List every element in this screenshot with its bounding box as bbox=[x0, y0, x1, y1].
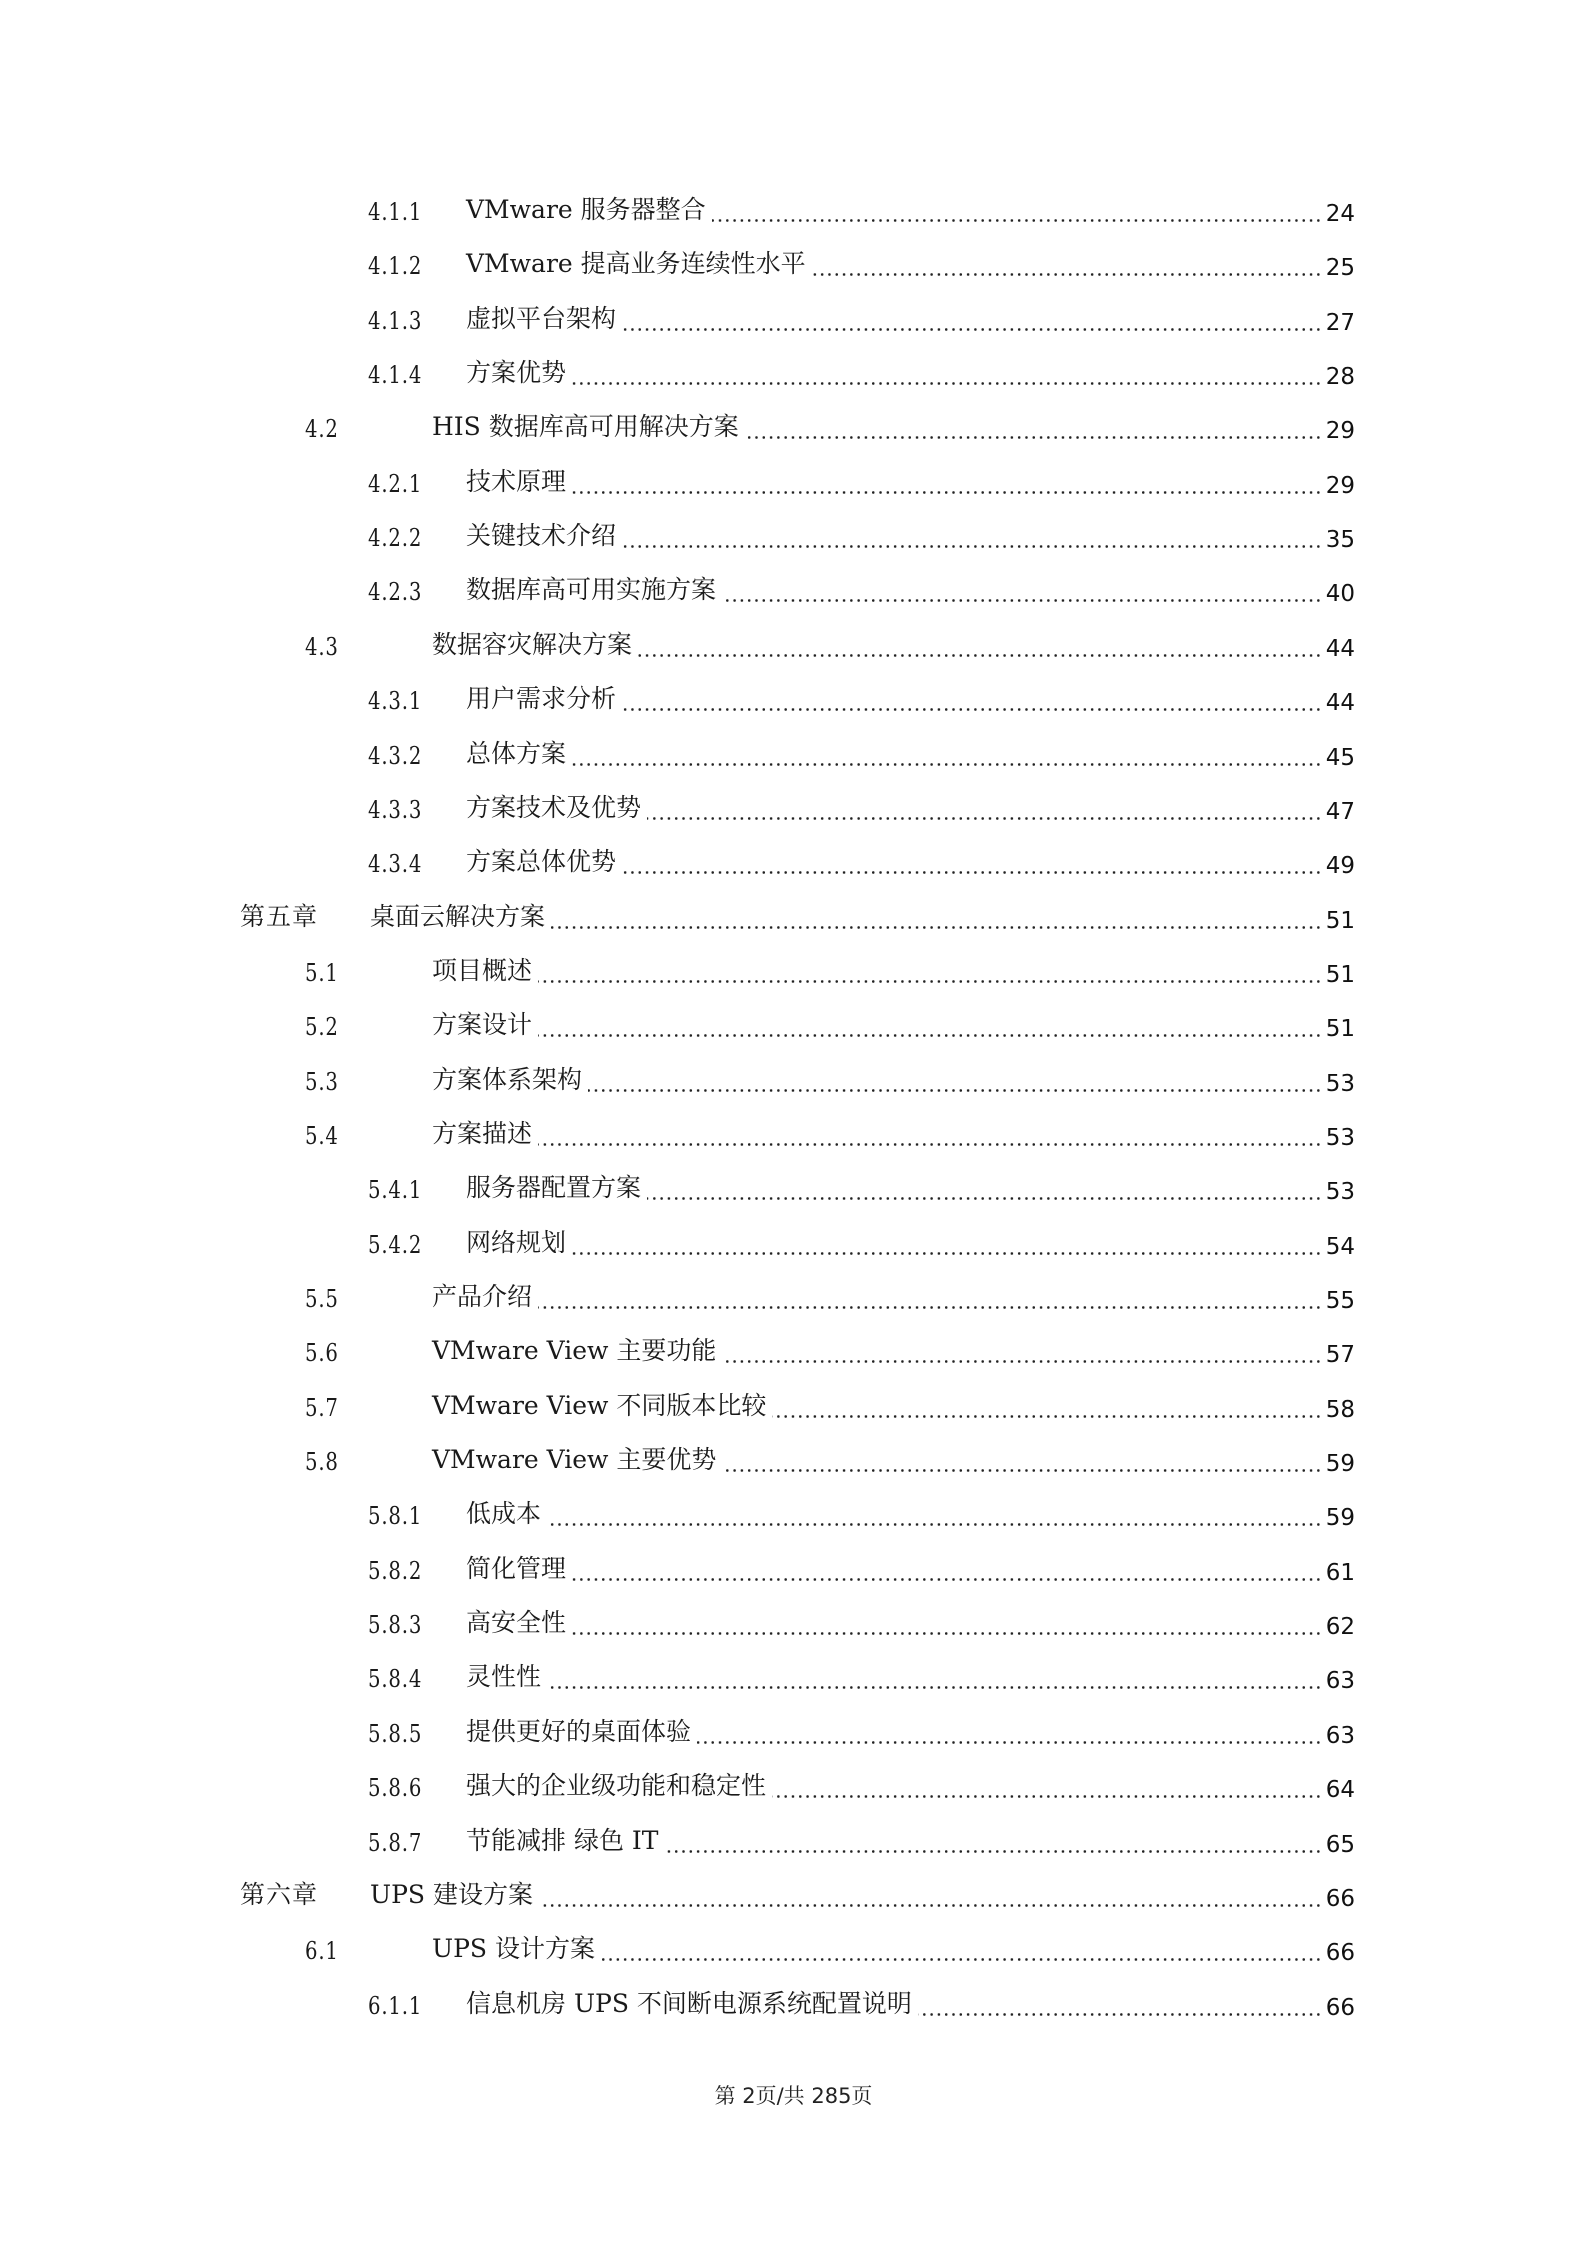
toc-entry-title bbox=[466, 1168, 643, 1204]
toc-entry-number: 4.1.4 bbox=[368, 361, 423, 390]
toc-entry[interactable] bbox=[0, 301, 1587, 341]
toc-entry-page-number: 61 bbox=[1325, 1559, 1355, 1586]
dot-leader bbox=[547, 1523, 1322, 1526]
toc-entry-number: 5.1 bbox=[305, 958, 339, 987]
toc-entry-title-text: 虚拟平台架构 bbox=[466, 299, 618, 335]
toc-entry-page-number: 54 bbox=[1325, 1233, 1355, 1260]
dot-leader bbox=[572, 491, 1322, 494]
toc-entry[interactable] bbox=[0, 409, 1587, 449]
toc-entry-page-number: 51 bbox=[1325, 907, 1355, 934]
toc-entry-title-text: UPS 设计方案 bbox=[432, 1929, 597, 1965]
toc-entry-title-text: VMware View 主要优势 bbox=[432, 1440, 718, 1476]
toc-entry-title-text: 桌面云解决方案 bbox=[370, 897, 547, 933]
dot-leader bbox=[812, 273, 1322, 276]
toc-entry[interactable] bbox=[0, 1007, 1587, 1047]
toc-entry-title bbox=[466, 190, 708, 226]
toc-entry-title-text: 强大的企业级功能和稳定性 bbox=[466, 1766, 768, 1802]
dot-leader bbox=[772, 1415, 1322, 1418]
toc-entry-number: 4.2.3 bbox=[368, 578, 423, 607]
toc-entry-title bbox=[466, 1821, 660, 1857]
dot-leader bbox=[601, 1958, 1322, 1961]
toc-entry-number: 6.1 bbox=[305, 1937, 339, 1966]
toc-entry[interactable] bbox=[0, 1768, 1587, 1808]
toc-entry[interactable] bbox=[0, 1714, 1587, 1754]
toc-entry[interactable] bbox=[0, 246, 1587, 286]
toc-entry-number: 5.2 bbox=[305, 1013, 339, 1042]
toc-entry-title-text: 项目概述 bbox=[432, 951, 534, 987]
dot-leader bbox=[722, 1469, 1322, 1472]
toc-entry-number: 4.3.1 bbox=[368, 687, 423, 716]
toc-entry[interactable] bbox=[0, 681, 1587, 721]
toc-entry[interactable] bbox=[0, 953, 1587, 993]
toc-entry-title-text: 数据库高可用实施方案 bbox=[466, 570, 718, 606]
toc-entry-title-text: 总体方案 bbox=[466, 734, 568, 770]
toc-entry-title-text: VMware View 主要功能 bbox=[432, 1331, 718, 1367]
toc-entry-page-number: 49 bbox=[1325, 853, 1355, 880]
toc-entry-title-text: 提供更好的桌面体验 bbox=[466, 1712, 693, 1748]
toc-entry-title bbox=[466, 1712, 693, 1748]
toc-entry-title bbox=[466, 1603, 568, 1639]
toc-entry-page-number: 47 bbox=[1325, 798, 1355, 825]
dot-leader bbox=[622, 871, 1322, 874]
toc-entry[interactable] bbox=[0, 518, 1587, 558]
toc-entry-title bbox=[466, 1223, 568, 1259]
toc-entry-number: 4.2.1 bbox=[368, 469, 423, 498]
toc-entry-number: 第五章 bbox=[240, 901, 319, 931]
toc-entry-number: 5.8 bbox=[305, 1448, 339, 1477]
toc-entry-title bbox=[466, 842, 618, 878]
toc-entry-number: 5.8.2 bbox=[368, 1556, 423, 1585]
toc-entry-number: 4.1.1 bbox=[368, 198, 423, 226]
toc-entry-page-number: 29 bbox=[1325, 472, 1355, 499]
toc-entry-number: 第六章 bbox=[240, 1879, 319, 1909]
toc-entry-page-number: 28 bbox=[1325, 364, 1355, 391]
dot-leader bbox=[538, 980, 1322, 983]
toc-entry[interactable] bbox=[0, 1116, 1587, 1156]
toc-entry-title bbox=[466, 1494, 543, 1530]
toc-entry[interactable] bbox=[0, 1605, 1587, 1645]
toc-entry-number: 5.8.1 bbox=[368, 1502, 423, 1531]
dot-leader bbox=[622, 545, 1322, 548]
toc-entry[interactable] bbox=[0, 844, 1587, 884]
toc-entry-title bbox=[466, 462, 568, 498]
dot-leader bbox=[539, 1904, 1322, 1907]
toc-entry-page-number: 59 bbox=[1325, 1451, 1355, 1478]
toc-entry[interactable] bbox=[0, 1388, 1587, 1428]
toc-entry-number: 5.4.2 bbox=[368, 1230, 423, 1259]
toc-entry-title bbox=[466, 516, 618, 552]
toc-entry-page-number: 53 bbox=[1325, 1179, 1355, 1206]
toc-entry-title bbox=[432, 1060, 584, 1096]
toc-entry-page-number: 45 bbox=[1325, 744, 1355, 771]
toc-entry-number: 5.7 bbox=[305, 1393, 339, 1422]
toc-entry[interactable] bbox=[0, 355, 1587, 395]
toc-entry-title-text: 灵性性 bbox=[466, 1657, 543, 1693]
toc-entry[interactable] bbox=[0, 1659, 1587, 1699]
toc-entry[interactable] bbox=[0, 1062, 1587, 1102]
toc-entry-page-number: 59 bbox=[1325, 1505, 1355, 1532]
toc-entry-page-number: 63 bbox=[1325, 1722, 1355, 1749]
toc-entry-number: 5.4 bbox=[305, 1121, 339, 1150]
toc-entry-title bbox=[466, 1766, 768, 1802]
dot-leader bbox=[551, 926, 1322, 929]
toc-entry-number: 4.1.2 bbox=[368, 252, 423, 281]
toc-entry[interactable] bbox=[0, 1496, 1587, 1536]
toc-entry[interactable] bbox=[0, 736, 1587, 776]
toc-entry-title bbox=[466, 244, 808, 280]
dot-leader bbox=[647, 817, 1322, 820]
dot-leader bbox=[647, 1197, 1322, 1200]
toc-entry-number: 5.4.1 bbox=[368, 1176, 423, 1205]
dot-leader bbox=[572, 1578, 1322, 1581]
toc-entry-title bbox=[466, 1657, 543, 1693]
toc-entry-title-text: 方案设计 bbox=[432, 1005, 534, 1041]
toc-entry-page-number: 66 bbox=[1325, 1885, 1355, 1912]
toc-entry-title-text: HIS 数据库高可用解决方案 bbox=[432, 407, 741, 443]
toc-entry-page-number: 40 bbox=[1325, 581, 1355, 608]
toc-entry-page-number: 44 bbox=[1325, 690, 1355, 717]
dot-leader bbox=[664, 1850, 1322, 1853]
toc-entry-title bbox=[432, 407, 741, 443]
toc-entry-number: 6.1.1 bbox=[368, 1991, 423, 2020]
toc-entry[interactable] bbox=[0, 572, 1587, 612]
toc-entry[interactable] bbox=[0, 192, 1587, 232]
dot-leader bbox=[588, 1089, 1322, 1092]
toc-entry-title-text: VMware 服务器整合 bbox=[466, 190, 708, 226]
toc-entry-page-number: 55 bbox=[1325, 1288, 1355, 1314]
toc-entry-title-text: 简化管理 bbox=[466, 1549, 568, 1585]
dot-leader bbox=[538, 1306, 1322, 1309]
toc-entry-page-number: 66 bbox=[1325, 1994, 1355, 2021]
toc-entry[interactable] bbox=[0, 1823, 1587, 1863]
toc-entry-page-number: 63 bbox=[1325, 1668, 1355, 1695]
toc-entry-title-text: 方案总体优势 bbox=[466, 842, 618, 878]
toc-entry-title bbox=[432, 1386, 768, 1422]
toc-entry-title-text: 服务器配置方案 bbox=[466, 1168, 643, 1204]
page-indicator: 第 2页/共 285页 bbox=[714, 2084, 873, 2108]
toc-entry[interactable] bbox=[0, 464, 1587, 504]
toc-entry-title bbox=[466, 353, 568, 389]
toc-entry-title bbox=[432, 1005, 534, 1041]
toc-entry-title-text: 高安全性 bbox=[466, 1603, 568, 1639]
toc-entry-title-text: 产品介绍 bbox=[432, 1277, 534, 1313]
toc-entry-title bbox=[432, 951, 534, 987]
toc-entry-number: 4.3.4 bbox=[368, 850, 423, 879]
toc-entry-title-text: 方案体系架构 bbox=[432, 1060, 584, 1096]
toc-entry-title-text: 关键技术介绍 bbox=[466, 516, 618, 552]
toc-entry-title-text: 网络规划 bbox=[466, 1223, 568, 1259]
toc-entry-page-number: 65 bbox=[1325, 1831, 1355, 1858]
toc-entry[interactable] bbox=[0, 1225, 1587, 1265]
toc-entry-title bbox=[466, 299, 618, 335]
toc-entry-number: 4.3.3 bbox=[368, 795, 423, 824]
toc-entry-page-number: 35 bbox=[1325, 527, 1355, 554]
toc-entry[interactable] bbox=[0, 1877, 1587, 1917]
toc-entry-number: 4.2 bbox=[305, 415, 339, 444]
toc-entry-title bbox=[466, 788, 643, 824]
toc-entry[interactable] bbox=[0, 790, 1587, 830]
toc-entry-number: 5.8.3 bbox=[368, 1611, 423, 1640]
toc-entry-title-text: 方案描述 bbox=[432, 1114, 534, 1150]
toc-entry-title bbox=[370, 897, 547, 933]
dot-leader bbox=[572, 1632, 1322, 1635]
toc-entry[interactable] bbox=[0, 627, 1587, 667]
toc-entry-title-text: UPS 建设方案 bbox=[370, 1875, 535, 1911]
toc-entry-number: 4.3.2 bbox=[368, 741, 423, 770]
toc-entry[interactable] bbox=[0, 1333, 1587, 1373]
toc-entry-title-text: 方案优势 bbox=[466, 353, 568, 389]
toc-entry-title-text: VMware 提高业务连续性水平 bbox=[466, 244, 808, 280]
toc-entry-title bbox=[432, 1277, 534, 1313]
toc-entry-page-number: 24 bbox=[1325, 201, 1355, 227]
toc-entry[interactable] bbox=[0, 1170, 1587, 1210]
toc-entry-number: 5.8.6 bbox=[368, 1774, 423, 1803]
toc-entry[interactable] bbox=[0, 1551, 1587, 1591]
dot-leader bbox=[538, 1143, 1322, 1146]
dot-leader bbox=[722, 1360, 1322, 1363]
toc-entry-title bbox=[466, 1984, 914, 2020]
toc-entry-title bbox=[432, 1331, 718, 1367]
dot-leader bbox=[638, 654, 1322, 657]
toc-entry-title-text: 数据容灾解决方案 bbox=[432, 625, 634, 661]
toc-entry-page-number: 62 bbox=[1325, 1614, 1355, 1641]
toc-entry-page-number: 25 bbox=[1325, 255, 1355, 282]
toc-entry-page-number: 53 bbox=[1325, 1124, 1355, 1151]
toc-entry-page-number: 57 bbox=[1325, 1342, 1355, 1369]
toc-entry-page-number: 53 bbox=[1325, 1070, 1355, 1097]
toc-entry-title bbox=[466, 1549, 568, 1585]
dot-leader bbox=[772, 1795, 1322, 1798]
dot-leader bbox=[538, 1034, 1322, 1037]
toc-entry[interactable] bbox=[0, 1279, 1587, 1319]
toc-entry-title-text: 节能减排 绿色 IT bbox=[466, 1821, 660, 1857]
toc-entry-title-text: 方案技术及优势 bbox=[466, 788, 643, 824]
toc-entry-title-text: 技术原理 bbox=[466, 462, 568, 498]
toc-entry-page-number: 29 bbox=[1325, 418, 1355, 445]
toc-entry-number: 5.3 bbox=[305, 1067, 339, 1096]
toc-entry-title bbox=[432, 625, 634, 661]
toc-entry-title bbox=[466, 570, 718, 606]
toc-entry-page-number: 64 bbox=[1325, 1777, 1355, 1804]
dot-leader bbox=[572, 382, 1322, 385]
toc-entry-number: 5.5 bbox=[305, 1285, 339, 1313]
dot-leader bbox=[547, 1686, 1322, 1689]
dot-leader bbox=[572, 763, 1322, 766]
toc-entry-page-number: 66 bbox=[1325, 1940, 1355, 1967]
dot-leader bbox=[918, 2013, 1322, 2016]
toc-entry-page-number: 51 bbox=[1325, 1016, 1355, 1043]
toc-entry-number: 4.2.2 bbox=[368, 524, 423, 553]
toc-entry-title-text: 低成本 bbox=[466, 1494, 543, 1530]
toc-entry[interactable] bbox=[0, 1931, 1587, 1971]
toc-entry-page-number: 44 bbox=[1325, 635, 1355, 662]
toc-entry-number: 4.3 bbox=[305, 632, 339, 661]
toc-entry-number: 4.1.3 bbox=[368, 306, 423, 335]
toc-entry-title-text: 用户需求分析 bbox=[466, 679, 618, 715]
toc-entry-number: 5.8.5 bbox=[368, 1719, 423, 1748]
toc-entry-number: 5.8.7 bbox=[368, 1828, 423, 1857]
dot-leader bbox=[745, 436, 1322, 439]
toc-entry[interactable] bbox=[0, 1442, 1587, 1482]
toc-entry-title bbox=[432, 1440, 718, 1476]
toc-entry[interactable] bbox=[0, 1986, 1587, 2026]
toc-entry-title-text: 信息机房 UPS 不间断电源系统配置说明 bbox=[466, 1984, 914, 2020]
page-footer bbox=[0, 2080, 1587, 2110]
dot-leader bbox=[712, 219, 1322, 222]
dot-leader bbox=[622, 328, 1322, 331]
toc-entry-page-number: 58 bbox=[1325, 1396, 1355, 1423]
toc-entry-number: 5.8.4 bbox=[368, 1665, 423, 1694]
toc-entry-page-number: 27 bbox=[1325, 309, 1355, 336]
toc-entry-number: 5.6 bbox=[305, 1339, 339, 1368]
dot-leader bbox=[622, 708, 1322, 711]
toc-entry-title bbox=[466, 734, 568, 770]
dot-leader bbox=[722, 599, 1322, 602]
toc-entry-title bbox=[370, 1875, 535, 1911]
dot-leader bbox=[572, 1252, 1322, 1255]
toc-entry-title-text: VMware View 不同版本比较 bbox=[432, 1386, 768, 1422]
dot-leader bbox=[697, 1741, 1322, 1744]
toc-entry[interactable] bbox=[0, 899, 1587, 939]
toc-entry-title bbox=[466, 679, 618, 715]
toc-entry-page-number: 51 bbox=[1325, 961, 1355, 988]
toc-entry-title bbox=[432, 1114, 534, 1150]
toc-entry-title bbox=[432, 1929, 597, 1965]
